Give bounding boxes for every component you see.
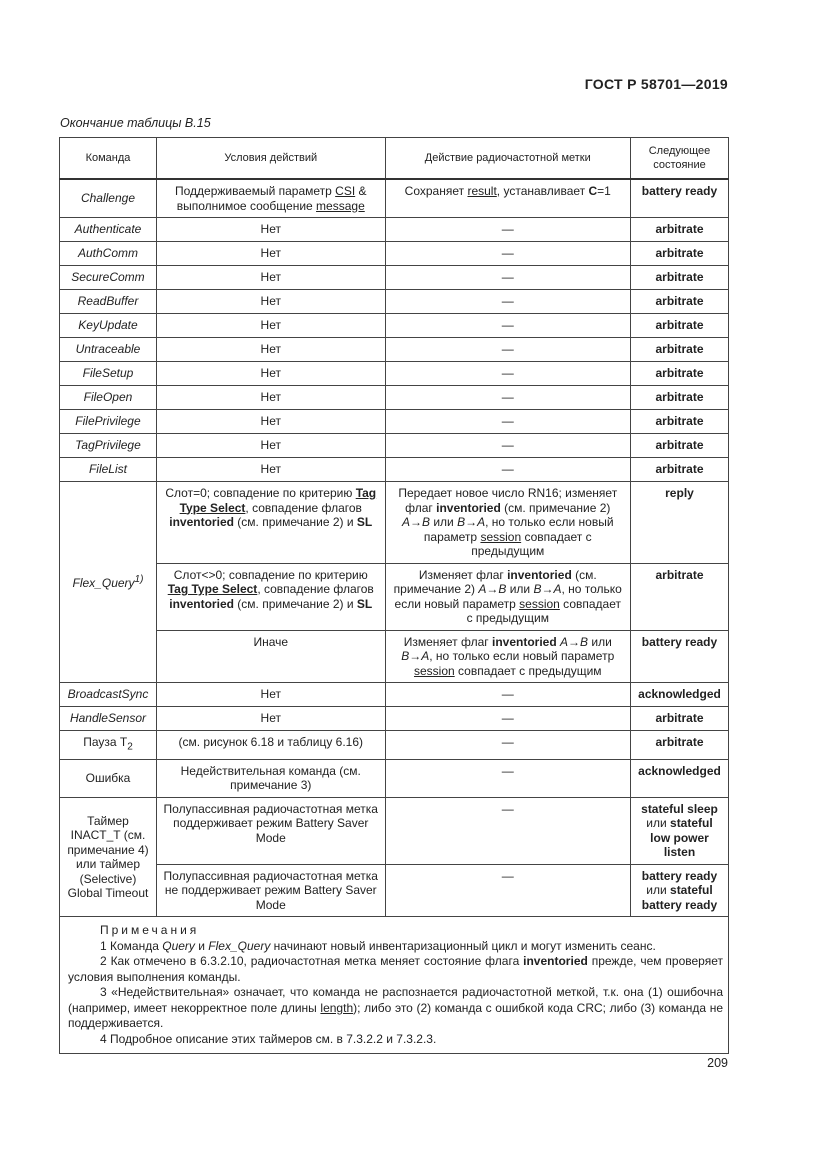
next-state-cell: acknowledged [630, 759, 728, 797]
column-header: Следующее состояние [630, 138, 728, 180]
action-cell: — [385, 410, 630, 434]
next-state-cell: arbitrate [630, 218, 728, 242]
command-cell: Пауза $T_2$ [60, 731, 157, 760]
command-cell: SecureComm [60, 266, 157, 290]
next-state-cell: arbitrate [630, 314, 728, 338]
action-cell: — [385, 386, 630, 410]
table-row [60, 179, 729, 218]
action-cell: — [385, 314, 630, 338]
next-state-cell: battery ready [630, 179, 728, 218]
command-cell: AuthComm [60, 242, 157, 266]
table-caption: Окончание таблицы В.15 [60, 116, 211, 130]
condition-cell: Нет [156, 362, 385, 386]
table-row [60, 266, 729, 290]
notes-title: Примечания [100, 923, 200, 938]
table-row [60, 386, 729, 410]
next-state-cell: arbitrate [630, 290, 728, 314]
action-cell: — [385, 731, 630, 760]
condition-cell: Слот=0; совпадение по критерию Tag Type Select, совпадение флагов inventoried (см. примечание 2) и SL [156, 482, 385, 564]
table-row [60, 630, 729, 683]
condition-cell: Нет [156, 314, 385, 338]
table-row [60, 563, 729, 630]
next-state-cell: arbitrate [630, 458, 728, 482]
command-cell: Ошибка [60, 759, 157, 797]
action-cell: — [385, 266, 630, 290]
next-state-cell: battery ready [630, 630, 728, 683]
command-cell: FilePrivilege [60, 410, 157, 434]
command-cell: Authenticate [60, 218, 157, 242]
command-cell: BroadcastSync [60, 683, 157, 707]
next-state-cell: arbitrate [630, 563, 728, 630]
action-cell: Изменяет флаг inventoried A→B или B→A, но только если новый параметр session совпадает с предыдущим [385, 630, 630, 683]
next-state-cell: acknowledged [630, 683, 728, 707]
table-row [60, 218, 729, 242]
condition-cell: Нет [156, 290, 385, 314]
next-state-cell: reply [630, 482, 728, 564]
note-3: 3 «Недействительная» означает, что команда не распознается радиочастотной меткой, т.к. она (1) ошибочна (например, имеет некорректное поле длины length); либо это (2) команда с ошибкой кода CRC; либо (3) команда не поддерживается. [68, 985, 724, 1031]
action-cell: — [385, 707, 630, 731]
table-row [60, 242, 729, 266]
table-row [60, 864, 729, 917]
table-row [60, 314, 729, 338]
table-row [60, 338, 729, 362]
action-cell: Передает новое число RN16; изменяет флаг inventoried (см. примечание 2) A→B или B→A, но только если новый параметр session совпадает с предыдущим [385, 482, 630, 564]
action-cell: — [385, 864, 630, 917]
action-cell: — [385, 683, 630, 707]
page-number: 209 [707, 1056, 728, 1070]
next-state-cell: arbitrate [630, 266, 728, 290]
next-state-cell: stateful sleep или stateful low power listen [630, 797, 728, 864]
column-header: Команда [60, 138, 157, 180]
action-cell: — [385, 290, 630, 314]
next-state-cell: arbitrate [630, 410, 728, 434]
condition-cell: Нет [156, 242, 385, 266]
next-state-cell: arbitrate [630, 338, 728, 362]
command-cell: FileSetup [60, 362, 157, 386]
action-cell: — [385, 434, 630, 458]
action-cell: — [385, 362, 630, 386]
condition-cell: Нет [156, 218, 385, 242]
command-cell: Таймер INACT_T (см. примечание 4) или таймер (Selective) Global Timeout [60, 797, 157, 917]
condition-cell: Слот<>0; совпадение по критерию Tag Type Select, совпадение флагов inventoried (см. примечание 2) и SL [156, 563, 385, 630]
condition-cell: Поддерживаемый параметр CSI & выполнимое сообщение message [156, 179, 385, 218]
condition-cell: Нет [156, 683, 385, 707]
command-cell: Flex_Query$^{1)}$ [60, 482, 157, 683]
next-state-cell: arbitrate [630, 386, 728, 410]
next-state-cell: arbitrate [630, 707, 728, 731]
table-row [60, 410, 729, 434]
condition-cell: Нет [156, 386, 385, 410]
table-row [60, 434, 729, 458]
note-1: 1 Команда Query и Flex_Query начинают новый инвентаризационный цикл и могут изменить сеанс. [100, 938, 656, 953]
table-row [60, 482, 729, 564]
condition-cell: Нет [156, 434, 385, 458]
table-row [60, 683, 729, 707]
command-cell: KeyUpdate [60, 314, 157, 338]
action-cell: Сохраняет result, устанавливает C=1 [385, 179, 630, 218]
column-header: Действие радиочастотной метки [385, 138, 630, 180]
notes-row [60, 917, 729, 1054]
document-header: ГОСТ Р 58701—2019 [584, 76, 728, 92]
command-cell: Challenge [60, 179, 157, 218]
command-cell: TagPrivilege [60, 434, 157, 458]
table-row [60, 290, 729, 314]
command-cell: HandleSensor [60, 707, 157, 731]
condition-cell: Нет [156, 458, 385, 482]
next-state-cell: battery ready или stateful battery ready [630, 864, 728, 917]
condition-cell: Нет [156, 410, 385, 434]
condition-cell: Нет [156, 707, 385, 731]
table-row [60, 458, 729, 482]
condition-cell: Недействительная команда (см. примечание 3) [156, 759, 385, 797]
command-cell: FileOpen [60, 386, 157, 410]
command-cell: ReadBuffer [60, 290, 157, 314]
command-cell: FileList [60, 458, 157, 482]
condition-cell: Нет [156, 266, 385, 290]
condition-cell: Иначе [156, 630, 385, 683]
column-header: Условия действий [156, 138, 385, 180]
action-cell: — [385, 797, 630, 864]
action-cell: — [385, 218, 630, 242]
note-4: 4 Подробное описание этих таймеров см. в 7.3.2.2 и 7.3.2.3. [100, 1031, 437, 1046]
condition-cell: Полупассивная радиочастотная метка поддерживает режим Battery Saver Mode [156, 797, 385, 864]
notes-cell [60, 917, 729, 1054]
note-2: 2 Как отмечено в 6.3.2.10, радиочастотная метка меняет состояние флага inventoried прежде, чем проверяет условия выполнения команды. [68, 954, 723, 984]
next-state-cell: arbitrate [630, 731, 728, 760]
table-row [60, 731, 729, 760]
next-state-cell: arbitrate [630, 242, 728, 266]
action-cell: Изменяет флаг inventoried (см. примечание 2) A→B или B→A, но только если новый параметр session совпадает с предыдущим [385, 563, 630, 630]
table-row [60, 362, 729, 386]
action-cell: — [385, 242, 630, 266]
table-row [60, 797, 729, 864]
table-header-row [60, 138, 729, 180]
condition-cell: Полупассивная радиочастотная метка не поддерживает режим Battery Saver Mode [156, 864, 385, 917]
action-cell: — [385, 338, 630, 362]
table-row [60, 707, 729, 731]
next-state-cell: arbitrate [630, 434, 728, 458]
action-cell: — [385, 759, 630, 797]
command-cell: Untraceable [60, 338, 157, 362]
state-table [59, 137, 729, 1054]
next-state-cell: arbitrate [630, 362, 728, 386]
condition-cell: Нет [156, 338, 385, 362]
action-cell: — [385, 458, 630, 482]
table-row [60, 759, 729, 797]
condition-cell: (см. рисунок 6.18 и таблицу 6.16) [156, 731, 385, 760]
